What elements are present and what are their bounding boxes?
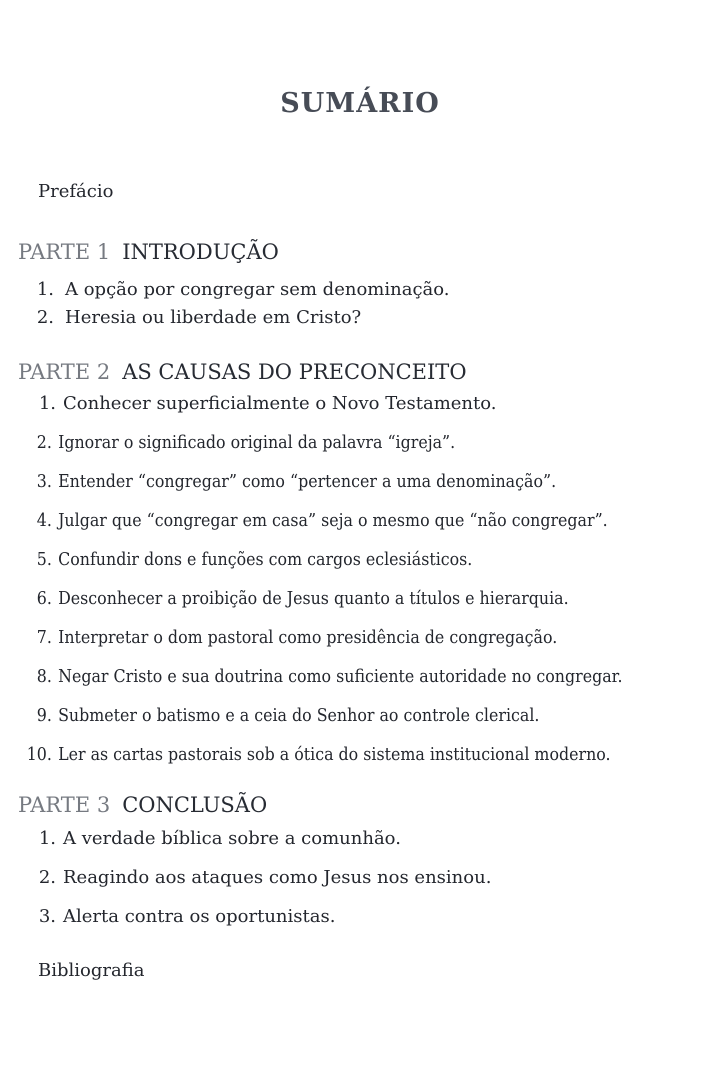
item-number: 7. [36,627,52,648]
toc-item [22,392,720,416]
part-2-heading [18,358,720,386]
toc-item [22,827,720,851]
item-text: Negar Cristo e sua doutrina como suficiente autoridade no congregar. [58,666,623,687]
toc-item [22,866,720,890]
part-3-label: PARTE 3 [18,793,111,817]
item-text: Conhecer superficialmente o Novo Testamento. [63,393,497,414]
prefacio-entry: Prefácio [38,181,114,202]
toc-item [22,704,636,728]
item-text: Confundir dons e funções com cargos eclesiásticos. [58,549,473,570]
item-number: 5. [36,549,52,570]
item-text: Alerta contra os oportunistas. [63,906,336,927]
item-text: Julgar que “congregar em casa” seja o mesmo que “não congregar”. [58,510,608,531]
item-number: 1. [38,828,56,849]
item-text: Ler as cartas pastorais sob a ótica do sistema institucional moderno. [58,744,611,765]
toc-item [22,431,636,455]
toc-item [22,509,636,533]
toc-item [22,626,636,650]
item-text: Heresia ou liberdade em Cristo? [65,307,362,328]
item-number: 2. [38,867,56,888]
item-text: Ignorar o significado original da palavra “igreja”. [58,432,456,453]
toc-item [28,304,720,332]
page-title: SUMÁRIO [280,88,440,119]
toc-item [22,470,636,494]
item-number: 8. [36,666,52,687]
item-number: 9. [36,705,52,726]
part-1-heading [18,238,720,266]
part-2-name: AS CAUSAS DO PRECONCEITO [122,360,467,384]
item-number: 6. [36,588,52,609]
item-number: 2. [36,307,54,328]
toc-item [22,905,720,929]
item-text: Reagindo aos ataques como Jesus nos ensinou. [63,867,492,888]
part-3-list [0,827,720,929]
item-text: Desconhecer a proibição de Jesus quanto a títulos e hierarquia. [58,588,569,609]
toc-item [22,587,636,611]
item-number: 1. [38,393,56,414]
part-1-label: PARTE 1 [18,240,111,264]
item-text: Interpretar o dom pastoral como presidência de congregação. [58,627,558,648]
item-number: 10. [26,744,52,765]
part-3-heading [18,791,720,819]
part-2-list [0,392,720,767]
item-number: 3. [36,471,52,492]
item-text: A opção por congregar sem denominação. [65,279,450,300]
item-text: Submeter o batismo e a ceia do Senhor ao controle clerical. [58,705,540,726]
part-2-label: PARTE 2 [18,360,111,384]
bibliografia-entry: Bibliografia [38,960,145,981]
part-1-name: INTRODUÇÃO [122,240,279,264]
item-number: 3. [38,906,56,927]
item-number: 2. [36,432,52,453]
item-number: 1. [36,279,54,300]
part-1-list [0,276,720,332]
item-text: Entender “congregar” como “pertencer a uma denominação”. [58,471,557,492]
item-text: A verdade bíblica sobre a comunhão. [63,828,401,849]
part-3-name: CONCLUSÃO [122,793,268,817]
item-number: 4. [36,510,52,531]
toc-item [22,743,636,767]
toc-item [28,276,720,304]
toc-item [22,548,636,572]
toc-item [22,665,636,689]
